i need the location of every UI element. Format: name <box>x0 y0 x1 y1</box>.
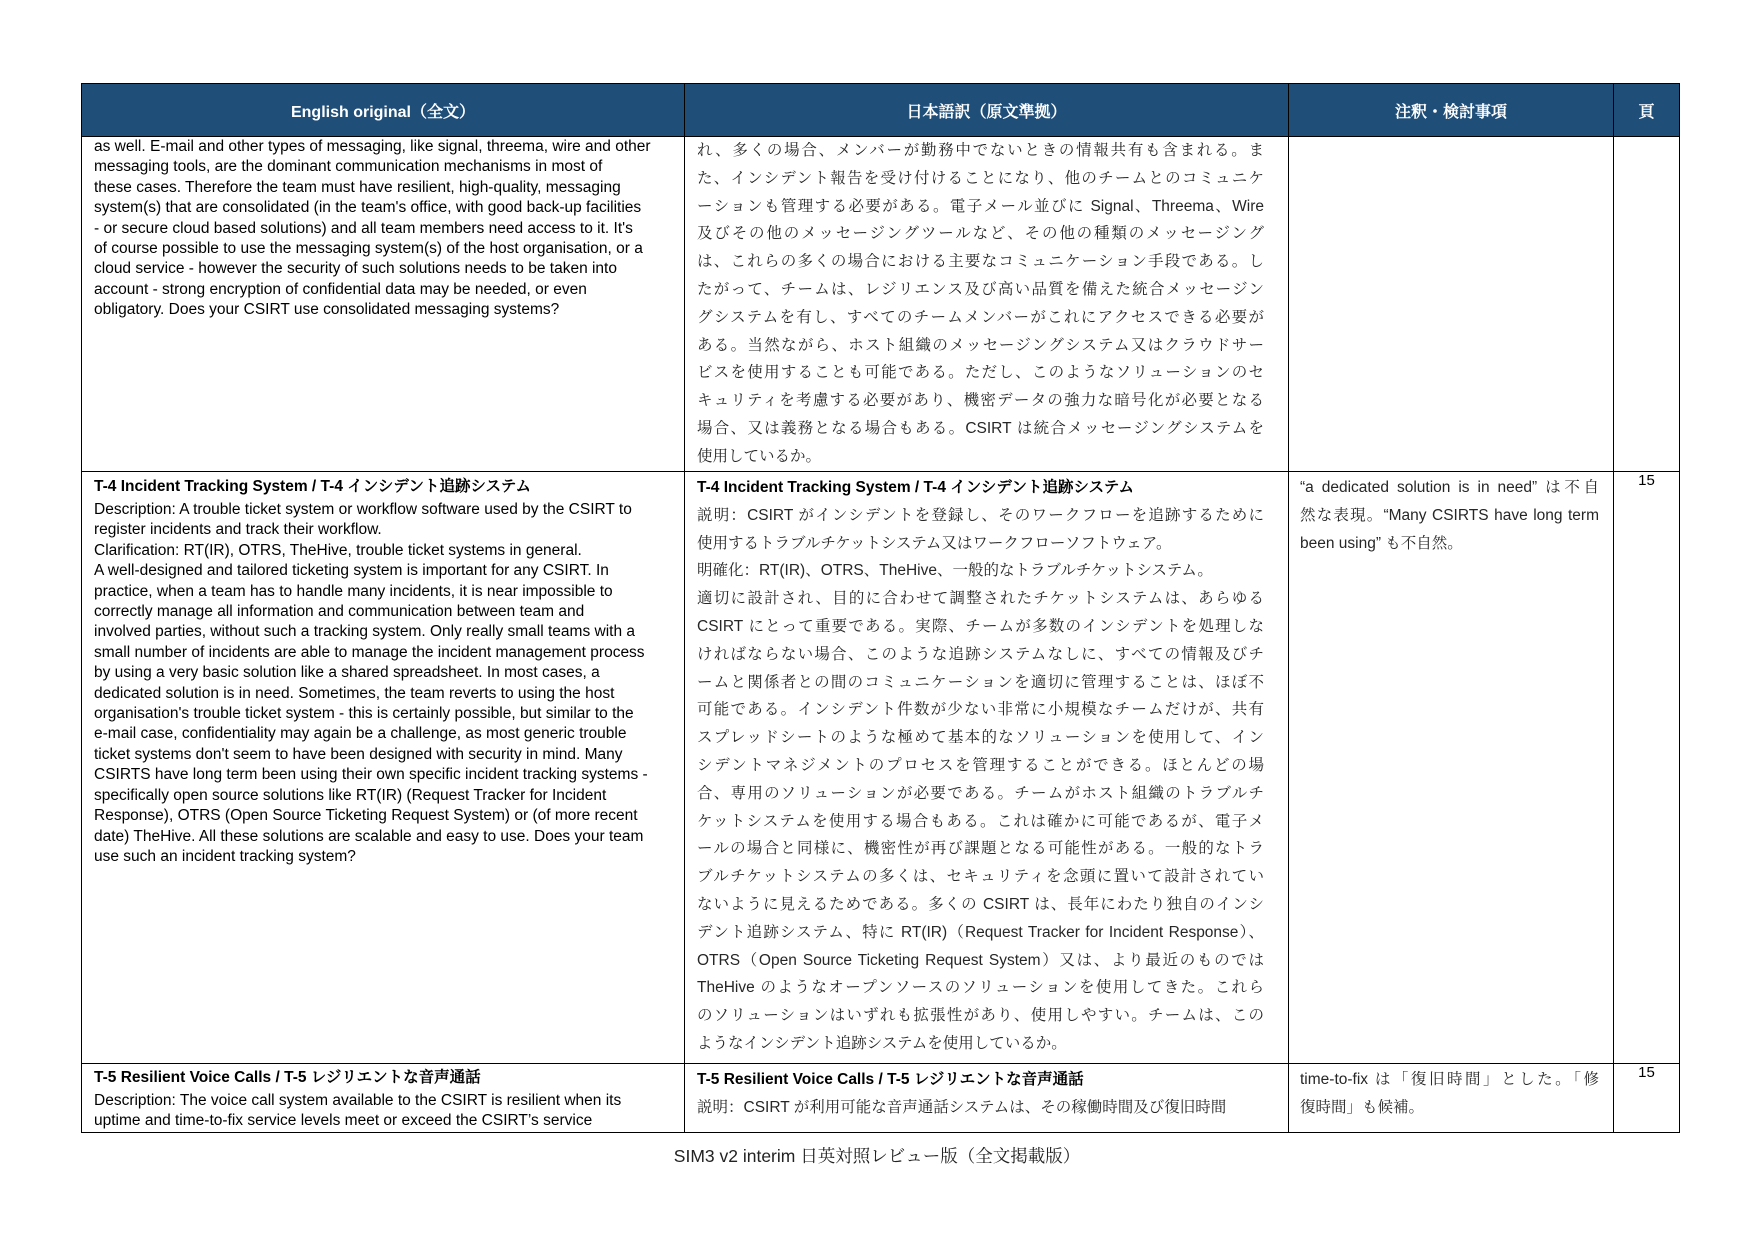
paragraph <box>697 137 1264 471</box>
text-line: date) TheHive. All these solutions are scalable and easy to use. Does your team <box>94 827 644 845</box>
header-japanese-translation: 日本語訳（原文準拠） <box>685 84 1289 136</box>
text-line: system(s) that are consolidated (in the team's office, with good back-up facilities <box>94 199 642 217</box>
text-line: involved parties, without such a tracking system. Only really small teams with a <box>94 623 635 641</box>
text-line: スプレッドシートのような極めて基本的なソリューションを使用して、イン <box>697 729 1264 747</box>
text-line: these cases. Therefore the team must have resilient, high-quality, messaging <box>94 178 621 196</box>
text-line: 復時間」も候補。 <box>1300 1098 1425 1116</box>
text-line: ーションも管理する必要がある。電子メール並びに Signal、Threema、Wire <box>697 197 1264 215</box>
bilingual-review-table <box>81 83 1680 1133</box>
paragraph <box>1300 1066 1599 1122</box>
text-line: 適切に設計され、目的に合わせて調整されたチケットシステムは、あらゆる <box>697 590 1264 608</box>
text-line: 使用するトラブルチケットシステム又はワークフローソフトウェア。 <box>697 534 1172 552</box>
text-line: Clarification: RT(IR), OTRS, TheHive, trouble ticket systems in general. <box>94 541 582 559</box>
paragraph <box>697 557 1264 585</box>
text-line: messaging tools, are the dominant communication mechanisms in most of <box>94 158 603 176</box>
text-line: 然な表現。“Many CSIRTS have long term <box>1300 506 1599 524</box>
english-text <box>94 1091 670 1132</box>
text-line: Response), OTRS (Open Source Ticketing Request System) or (of more recent <box>94 807 638 825</box>
cell-english <box>82 137 685 471</box>
paragraph <box>94 541 670 561</box>
text-line: specifically open source solutions like RT(IR) (Request Tracker for Incident <box>94 786 607 804</box>
section-title: T-4 Incident Tracking System / T-4 インシデント追跡システム <box>697 479 1134 496</box>
english-text <box>94 137 670 321</box>
paragraph <box>1300 474 1599 557</box>
section-title: T-5 Resilient Voice Calls / T-5 レジリエントな音声通話 <box>697 1071 1084 1088</box>
japanese-text <box>697 502 1264 1058</box>
text-line: as well. E-mail and other types of messaging, like signal, threema, wire and other <box>94 138 651 155</box>
english-text <box>94 500 670 867</box>
text-line: 及びその他のメッセージングツールなど、その他の種類のメッセージング <box>697 225 1264 243</box>
text-line: たがって、チームは、レジリエンス及び高い品質を備えた統合メッセージン <box>697 280 1264 298</box>
header-page: 頁 <box>1614 84 1680 136</box>
paragraph <box>94 561 670 867</box>
text-line: 合、専用のソリューションが必要である。チームがホスト組織のトラブルチ <box>697 784 1264 802</box>
text-line: “a dedicated solution is in need” は不自 <box>1300 479 1599 496</box>
text-line: uptime and time-to-fix service levels meet or exceed the CSIRT’s service <box>94 1112 593 1130</box>
text-line: use such an incident tracking system? <box>94 847 356 865</box>
text-line: been using” も不自然。 <box>1300 534 1463 552</box>
text-line: time-to-fix は「復旧時間」とした。「修 <box>1300 1071 1599 1088</box>
table-row <box>82 472 1680 1064</box>
text-line: by using a very basic solution like a shared spreadsheet. In most cases, a <box>94 664 600 682</box>
table-row <box>82 137 1680 472</box>
paragraph <box>697 1094 1264 1122</box>
text-line: practice, when a team has to handle many incidents, it is near impossible to <box>94 582 613 600</box>
notes-text <box>1300 1066 1599 1122</box>
cell-english <box>82 1064 685 1132</box>
table-header-row <box>82 84 1680 137</box>
paragraph <box>94 1091 670 1132</box>
page-footer: SIM3 v2 interim 日英対照レビュー版（全文掲載版） <box>673 1146 1081 1166</box>
text-line: ある。当然ながら、ホスト組織のメッセージングシステム又はクラウドサー <box>697 336 1264 354</box>
text-line: た、インシデント報告を受け付けることになり、他のチームとのコミュニケ <box>697 169 1264 187</box>
text-line: ければならない場合、このような追跡システムなしに、すべての情報及びチ <box>697 645 1264 663</box>
text-line: ようなインシデント追跡システムを使用しているか。 <box>697 1034 1067 1052</box>
text-line: グシステムを有し、すべてのチームメンバーがこれにアクセスできる必要が <box>697 308 1264 326</box>
text-line: シデントマネジメントのプロセスを管理することができる。ほとんどの場 <box>697 756 1264 774</box>
header-english-original: English original（全文） <box>82 84 685 136</box>
text-line: account - strong encryption of confidential data may be needed, or even <box>94 280 587 298</box>
cell-japanese <box>685 1064 1289 1132</box>
text-line: キュリティを考慮する必要があり、機密データの強力な暗号化が必要となる <box>697 392 1264 410</box>
table-row <box>82 1064 1680 1133</box>
text-line: ビスを使用することも可能である。ただし、このようなソリューションのセ <box>697 364 1264 382</box>
cell-japanese <box>685 137 1289 471</box>
text-line: OTRS（Open Source Ticketing Request System）又は、より最近のものでは <box>697 951 1264 969</box>
text-line: は、これらの多くの場合における主要なコミュニケーション手段である。し <box>697 253 1264 271</box>
text-line: Description: A trouble ticket system or workflow software used by the CSIRT to <box>94 501 632 518</box>
text-line: 可能である。インシデント件数が少ない非常に小規模なチームだけが、共有 <box>697 701 1264 719</box>
page-number: 15 <box>1638 472 1655 489</box>
cell-page <box>1614 137 1680 471</box>
text-line: CSIRT にとって重要である。実際、チームが多数のインシデントを処理しな <box>697 617 1264 635</box>
text-line: TheHive のようなオープンソースのソリューションを使用してきた。これら <box>697 979 1264 997</box>
text-line: ールの場合と同様に、機密性が再び課題となる可能性がある。一般的なトラ <box>697 840 1264 858</box>
cell-page <box>1614 1064 1680 1132</box>
text-line: of course possible to use the messaging system(s) of the host organisation, or a <box>94 240 643 258</box>
text-line: れ、多くの場合、メンバーが勤務中でないときの情報共有も含まれる。ま <box>697 142 1264 159</box>
text-line: ticket systems don't seem to have been designed with security in mind. Many <box>94 745 623 763</box>
text-line: ームと関係者との間のコミュニケーションを適切に管理することは、ほぼ不 <box>697 673 1264 691</box>
text-line: CSIRTS have long term been using their own specific incident tracking systems - <box>94 766 648 784</box>
cell-japanese <box>685 472 1289 1063</box>
text-line: 説明：CSIRT がインシデントを登録し、そのワークフローを追跡するために <box>697 506 1264 524</box>
paragraph <box>697 585 1264 1058</box>
cell-notes <box>1289 472 1614 1063</box>
text-line: dedicated solution is in need. Sometimes, the team reverts to using the host <box>94 684 615 702</box>
page-number: 15 <box>1638 1064 1655 1081</box>
text-line: 場合、又は義務となる場合もある。CSIRT は統合メッセージングシステムを <box>697 419 1264 437</box>
notes-text <box>1300 474 1599 557</box>
cell-notes <box>1289 1064 1614 1132</box>
text-line: e-mail case, confidentiality may again be a challenge, as most generic trouble <box>94 725 627 743</box>
header-notes: 注釈・検討事項 <box>1289 84 1614 136</box>
text-line: ケットシステムを使用する場合もある。これは確かに可能であるが、電子メ <box>697 812 1264 830</box>
text-line: small number of incidents are able to manage the incident management process <box>94 643 645 661</box>
text-line: 説明：CSIRT が利用可能な音声通話システムは、その稼働時間及び復旧時間 <box>697 1098 1227 1116</box>
cell-page <box>1614 472 1680 1063</box>
text-line: correctly manage all information and communication between team and <box>94 603 585 621</box>
text-line: 使用しているか。 <box>697 447 822 465</box>
text-line: のソリューションはいずれも拡張性があり、使用しやすい。チームは、この <box>697 1007 1264 1025</box>
text-line: A well-designed and tailored ticketing system is important for any CSIRT. In <box>94 562 609 580</box>
text-line: 明確化：RT(IR)、OTRS、TheHive、一般的なトラブルチケットシステム。 <box>697 562 1213 580</box>
section-title: T-4 Incident Tracking System / T-4 インシデント追跡システム <box>94 478 531 495</box>
text-line: obligatory. Does your CSIRT use consolidated messaging systems? <box>94 301 560 319</box>
japanese-text <box>697 137 1264 471</box>
paragraph <box>697 502 1264 558</box>
paragraph <box>94 137 670 321</box>
text-line: デント追跡システム、特に RT(IR)（Request Tracker for Incident Response）、 <box>697 923 1264 941</box>
text-line: cloud service - however the security of such solutions needs to be taken into <box>94 260 617 278</box>
text-line: ブルチケットシステムの多くは、セキュリティを念頭に置いて設計されてい <box>697 868 1264 886</box>
paragraph <box>94 500 670 541</box>
text-line: Description: The voice call system available to the CSIRT is resilient when its <box>94 1092 622 1109</box>
cell-notes <box>1289 137 1614 471</box>
japanese-text <box>697 1094 1264 1122</box>
text-line: ないように見えるためである。多くの CSIRT は、長年にわたり独自のインシ <box>697 895 1264 913</box>
text-line: organisation's trouble ticket system - this is certainly possible, but similar to the <box>94 705 634 723</box>
section-title: T-5 Resilient Voice Calls / T-5 レジリエントな音声通話 <box>94 1069 481 1086</box>
cell-english <box>82 472 685 1063</box>
text-line: register incidents and track their workflow. <box>94 521 382 539</box>
text-line: - or secure cloud based solutions) and all team members need access to it. It's <box>94 219 633 237</box>
